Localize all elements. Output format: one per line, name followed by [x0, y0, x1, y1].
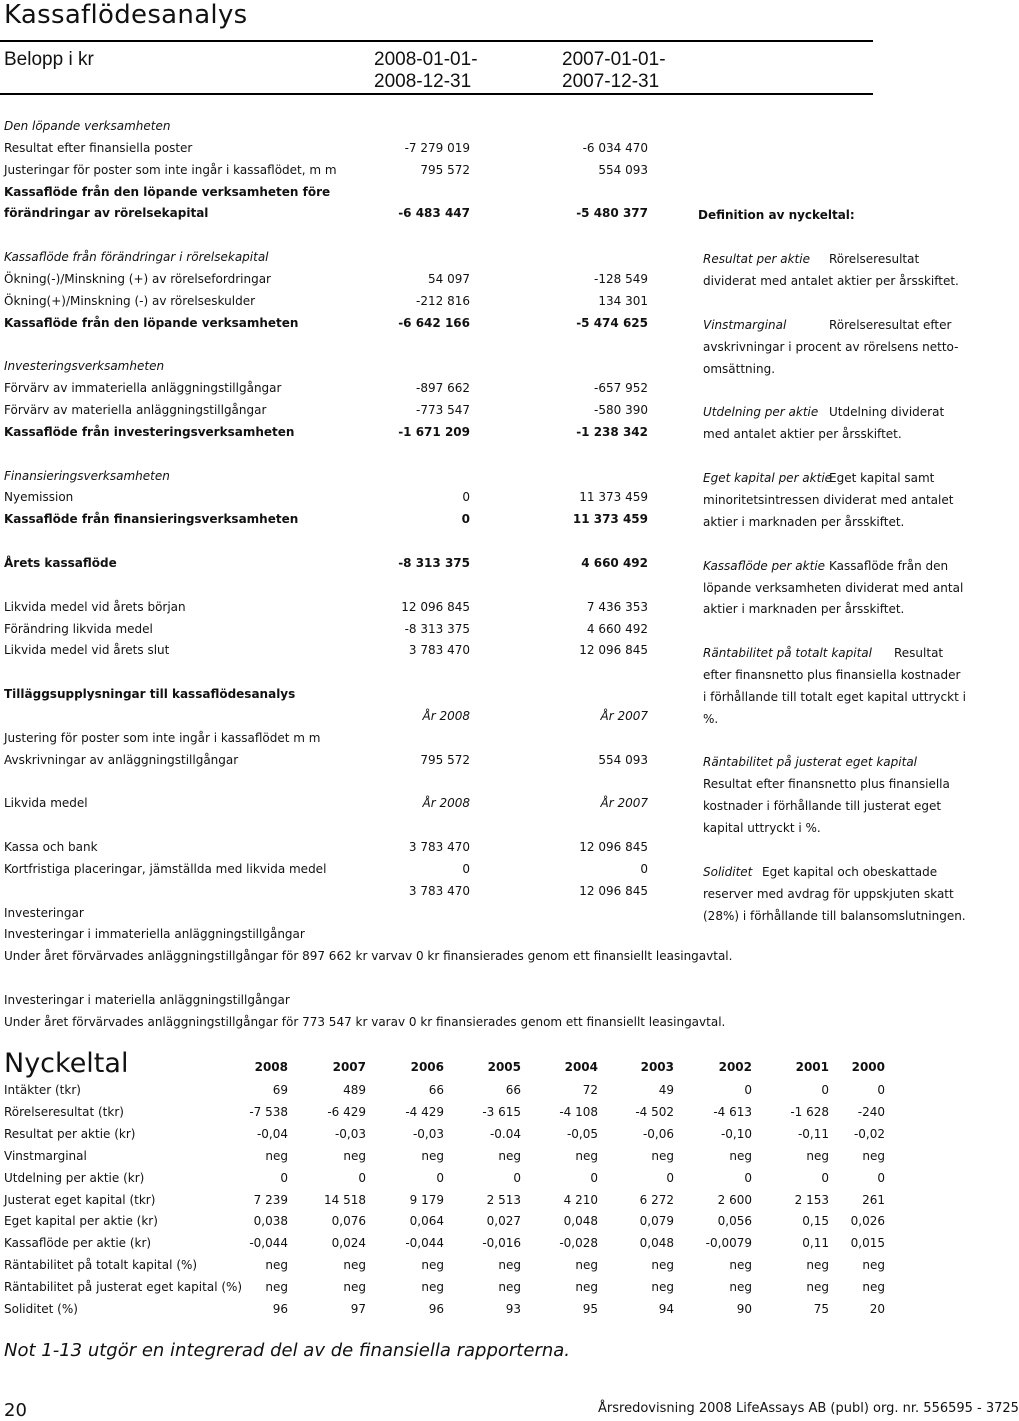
- row-label: Kassa och bank: [4, 840, 98, 855]
- key-figure-value: neg: [343, 1258, 366, 1273]
- definition-text: med antalet aktier per årsskiftet.: [703, 427, 902, 441]
- value-2008: 12 096 845: [401, 599, 470, 614]
- key-figure-value: 0: [744, 1170, 752, 1185]
- key-figure-value: 75: [813, 1302, 829, 1316]
- value-2007: 0: [640, 861, 648, 876]
- value-2007: 554 093: [598, 162, 648, 177]
- cashflow-row: [0, 163, 960, 185]
- value-2008: -897 662: [416, 381, 470, 396]
- key-figures-header-row: [0, 1060, 960, 1082]
- key-figure-value: neg: [421, 1280, 444, 1295]
- row-label: Kortfristiga placeringar, jämställda med likvida medel: [4, 861, 327, 876]
- key-figure-value: -6 429: [327, 1104, 366, 1119]
- key-figure-value: neg: [421, 1148, 444, 1163]
- key-figure-value: neg: [729, 1258, 752, 1273]
- key-figure-value: 0,026: [850, 1214, 885, 1229]
- row-label: Under året förvärvades anläggningstillgångar för 773 547 kr varav 0 kr finansierades genom ett finansiellt leasingavtal.: [4, 1014, 726, 1029]
- key-figure-value: 0,038: [253, 1214, 288, 1229]
- key-figure-value: neg: [575, 1148, 598, 1163]
- key-figure-label: Räntabilitet på totalt kapital (%): [4, 1258, 198, 1273]
- key-figure-value: neg: [575, 1258, 598, 1273]
- row-label: förändringar av rörelsekapital: [4, 206, 209, 221]
- row-label: Ökning(+)/Minskning (-) av rörelseskulder: [4, 293, 256, 308]
- value-2008: -1 671 209: [398, 424, 470, 439]
- value-2007: 134 301: [598, 293, 648, 308]
- key-figure-value: 0: [877, 1170, 885, 1185]
- key-figure-value: neg: [498, 1280, 521, 1295]
- row-label: Justeringar för poster som inte ingår i kassaflödet, m m: [4, 162, 337, 177]
- key-figure-row: [0, 1280, 960, 1302]
- key-figure-value: neg: [806, 1148, 829, 1163]
- key-figure-value: -0,016: [482, 1236, 521, 1251]
- key-figure-label: Räntabilitet på justerat eget kapital (%): [4, 1280, 243, 1295]
- value-2007: 12 096 845: [579, 883, 648, 898]
- year-header: 2005: [487, 1060, 521, 1074]
- key-figure-row: [0, 1149, 960, 1171]
- definition-text: (28%) i förhållande till balansomslutningen.: [703, 909, 966, 923]
- key-figure-value: 0: [877, 1083, 885, 1097]
- value-2007: -580 390: [594, 403, 648, 418]
- key-figure-value: neg: [651, 1280, 674, 1295]
- key-figure-value: 7 239: [253, 1192, 288, 1207]
- cashflow-row: [0, 971, 960, 993]
- definition-text: %.: [703, 712, 719, 726]
- key-figure-value: 0,027: [486, 1214, 521, 1229]
- value-2007: År 2007: [600, 708, 648, 723]
- key-figure-value: -1 628: [790, 1104, 829, 1119]
- key-figure-value: 93: [505, 1302, 521, 1316]
- key-figure-label: Vinstmarginal: [4, 1148, 87, 1163]
- key-figure-value: neg: [265, 1258, 288, 1273]
- key-figure-value: neg: [343, 1148, 366, 1163]
- key-figure-value: -0,05: [566, 1126, 598, 1141]
- key-figure-value: -0,10: [720, 1126, 752, 1141]
- key-figure-value: 0,056: [717, 1214, 752, 1229]
- cashflow-row: [0, 927, 960, 949]
- report-reference: Årsredovisning 2008 LifeAssays AB (publ) org. nr. 556595 - 3725: [598, 1401, 1019, 1416]
- row-label: Kassaflöde från den löpande verksamheten: [4, 315, 299, 330]
- key-figure-label: Justerat eget kapital (tkr): [4, 1192, 156, 1207]
- cashflow-row: [0, 731, 960, 753]
- key-figure-value: 0,064: [409, 1214, 444, 1229]
- definition-text: avskrivningar i procent av rörelsens netto-: [703, 340, 959, 354]
- row-label: Likvida medel: [4, 796, 88, 811]
- definition-text: dividerat med antalet aktier per årsskiftet.: [703, 274, 959, 288]
- key-figure-row: [0, 1236, 960, 1258]
- page-title: Kassaflödesanalys: [4, 0, 248, 30]
- key-figure-value: 96: [272, 1302, 288, 1316]
- key-figure-value: neg: [806, 1280, 829, 1295]
- definition-text: minoritetsintressen dividerat med antalet: [703, 493, 954, 507]
- row-label: Resultat efter finansiella poster: [4, 140, 193, 155]
- key-figure-value: neg: [265, 1148, 288, 1163]
- header-top-rule: [0, 40, 873, 42]
- key-figure-row: [0, 1302, 960, 1324]
- value-2008: År 2008: [422, 708, 470, 723]
- definition-text: Räntabilitet på justerat eget kapital: [703, 755, 918, 769]
- key-figure-value: 2 600: [717, 1192, 752, 1207]
- key-figure-value: 0: [821, 1170, 829, 1185]
- definition-text: Eget kapital och obeskattade: [762, 865, 938, 879]
- key-figure-value: 9 179: [409, 1192, 444, 1207]
- key-figure-value: 489: [343, 1083, 366, 1097]
- row-label: Finansieringsverksamheten: [4, 468, 170, 483]
- definition-text: Utdelning dividerat: [829, 405, 945, 419]
- key-figure-value: 0,024: [331, 1236, 366, 1251]
- value-2007: -5 474 625: [576, 315, 648, 330]
- cashflow-row: [0, 993, 960, 1015]
- year-header: 2008: [254, 1060, 288, 1074]
- row-label: Likvida medel vid årets slut: [4, 643, 170, 658]
- definition-text: aktier i marknaden per årsskiftet.: [703, 515, 905, 529]
- row-label: Tilläggsupplysningar till kassaflödesanalys: [4, 687, 296, 702]
- year-header: 2003: [640, 1060, 674, 1074]
- key-figure-row: [0, 1193, 960, 1215]
- definition-text: kostnader i förhållande till justerat eget: [703, 799, 942, 813]
- definition-text: Eget kapital per aktie: [703, 471, 833, 485]
- year-header: 2007: [332, 1060, 366, 1074]
- row-label: Förvärv av materiella anläggningstillgångar: [4, 403, 267, 418]
- definition-text: aktier i marknaden per årsskiftet.: [703, 602, 905, 616]
- row-label: Nyemission: [4, 490, 74, 505]
- key-figure-value: -4 108: [559, 1104, 598, 1119]
- value-2008: 3 783 470: [408, 883, 470, 898]
- key-figure-value: 0,15: [802, 1214, 829, 1229]
- value-2008: -8 313 375: [404, 621, 470, 636]
- key-figure-value: -4 613: [713, 1104, 752, 1119]
- key-figure-value: -0,11: [797, 1126, 829, 1141]
- key-figure-value: 94: [658, 1302, 674, 1316]
- key-figure-value: 0,048: [563, 1214, 598, 1229]
- key-figure-value: neg: [575, 1280, 598, 1295]
- cashflow-row: [0, 141, 960, 163]
- definition-text: reserver med avdrag för uppskjuten skatt: [703, 887, 954, 901]
- key-figure-value: -0,028: [559, 1236, 598, 1251]
- value-2008: 795 572: [420, 162, 470, 177]
- cashflow-row: [0, 534, 960, 556]
- row-label: Kassaflöde från förändringar i rörelsekapital: [4, 250, 269, 265]
- value-2008: -212 816: [416, 293, 470, 308]
- row-label: Ökning(-)/Minskning (+) av rörelsefordringar: [4, 271, 271, 286]
- value-2008: År 2008: [422, 796, 470, 811]
- value-2008: -773 547: [416, 403, 470, 418]
- key-figure-value: 0: [744, 1083, 752, 1097]
- definition-text: efter finansnetto plus finansiella kostnader: [703, 668, 961, 682]
- cashflow-row: [0, 840, 960, 862]
- definition-text: Kassaflöde från den: [829, 559, 949, 573]
- value-2008: -8 313 375: [398, 556, 470, 570]
- key-figure-label: Soliditet (%): [4, 1302, 78, 1316]
- key-figure-value: -4 429: [405, 1104, 444, 1119]
- value-2008: 0: [462, 490, 470, 505]
- key-figure-value: 0,076: [331, 1214, 366, 1229]
- key-figure-value: 0: [590, 1170, 598, 1185]
- key-figures-title: Nyckeltal: [4, 1048, 129, 1079]
- period-2008-start: 2008-01-01-: [374, 49, 478, 70]
- page-number: 20: [4, 1400, 27, 1421]
- definition-text: Utdelning per aktie: [703, 405, 819, 419]
- year-header: 2004: [564, 1060, 598, 1074]
- definition-text: löpande verksamheten dividerat med antal: [703, 581, 964, 595]
- key-figure-value: 0,11: [802, 1236, 829, 1251]
- row-label: Investeringsverksamheten: [4, 359, 165, 374]
- value-2007: 4 660 492: [586, 621, 648, 636]
- key-figure-value: 4 210: [563, 1192, 598, 1207]
- definition-text: Eget kapital samt: [829, 471, 935, 485]
- value-2008: 3 783 470: [408, 840, 470, 855]
- definition-text: Soliditet: [703, 865, 753, 879]
- value-2008: 0: [461, 512, 470, 527]
- value-2007: 12 096 845: [579, 840, 648, 855]
- key-figure-value: neg: [651, 1258, 674, 1273]
- key-figure-value: 69: [272, 1083, 288, 1097]
- key-figure-label: Utdelning per aktie (kr): [4, 1170, 145, 1185]
- key-figure-value: -0,02: [853, 1126, 885, 1141]
- cashflow-row: [0, 294, 960, 316]
- key-figure-value: neg: [729, 1148, 752, 1163]
- row-label: Under året förvärvades anläggningstillgångar för 897 662 kr varvav 0 kr finansierades genom ett finansiellt leasingavtal.: [4, 949, 733, 964]
- key-figure-value: -7 538: [249, 1104, 288, 1119]
- cashflow-row: [0, 228, 960, 250]
- period-2008-end: 2008-12-31: [374, 71, 472, 92]
- key-figure-value: 14 518: [324, 1192, 366, 1207]
- key-figure-value: -0.04: [489, 1126, 521, 1141]
- row-label: Kassaflöde från den löpande verksamheten före: [4, 184, 331, 199]
- value-2007: År 2007: [600, 796, 648, 811]
- key-figure-value: 66: [505, 1083, 521, 1097]
- definition-text: Resultat per aktie: [703, 252, 810, 266]
- row-label: Kassaflöde från investeringsverksamheten: [4, 424, 295, 439]
- key-figure-value: neg: [862, 1280, 885, 1295]
- value-2008: 54 097: [428, 271, 470, 286]
- cashflow-row: [0, 185, 960, 207]
- definition-text: i förhållande till totalt eget kapital uttryckt i: [703, 690, 966, 704]
- definition-text: Vinstmarginal: [703, 318, 787, 332]
- key-figure-value: 0,048: [639, 1236, 674, 1251]
- key-figure-value: 2 153: [794, 1192, 829, 1207]
- definition-text: kapital uttryckt i %.: [703, 821, 821, 835]
- cashflow-row: [0, 709, 960, 731]
- key-figure-row: [0, 1258, 960, 1280]
- key-figure-value: neg: [862, 1258, 885, 1273]
- cashflow-row: [0, 381, 960, 403]
- value-2008: 0: [462, 861, 470, 876]
- key-figure-value: -0,0079: [705, 1236, 752, 1251]
- definition-text: Resultat: [894, 646, 944, 660]
- key-figure-value: 72: [582, 1083, 598, 1097]
- key-figure-value: 0,079: [639, 1214, 674, 1229]
- key-figure-value: 0: [513, 1170, 521, 1185]
- row-label: Årets kassaflöde: [4, 556, 117, 570]
- key-figure-value: 2 513: [486, 1192, 521, 1207]
- key-figure-value: -3 615: [482, 1104, 521, 1119]
- cashflow-row: [0, 250, 960, 272]
- row-label: Den löpande verksamheten: [4, 119, 171, 133]
- definition-text: Definition av nyckeltal:: [698, 208, 855, 222]
- key-figure-value: 261: [862, 1192, 885, 1207]
- key-figure-label: Rörelseresultat (tkr): [4, 1104, 124, 1119]
- key-figure-value: 0: [666, 1170, 674, 1185]
- definition-text: omsättning.: [703, 362, 776, 376]
- key-figure-row: [0, 1083, 960, 1105]
- definition-text: Resultat efter finansnetto plus finansiella: [703, 777, 950, 791]
- row-label: Förvärv av immateriella anläggningstillgångar: [4, 381, 282, 396]
- key-figure-row: [0, 1105, 960, 1127]
- key-figure-value: 6 272: [639, 1192, 674, 1207]
- key-figure-value: 96: [428, 1302, 444, 1316]
- period-2007-end: 2007-12-31: [562, 71, 660, 92]
- key-figure-value: neg: [651, 1148, 674, 1163]
- value-2008: -6 483 447: [398, 206, 470, 221]
- key-figure-value: 0: [436, 1170, 444, 1185]
- key-figure-value: -0,03: [334, 1126, 366, 1141]
- value-2008: 3 783 470: [408, 643, 470, 658]
- cashflow-row: [0, 119, 960, 141]
- cashflow-row: [0, 447, 960, 469]
- key-figure-value: neg: [862, 1148, 885, 1163]
- value-2007: -1 238 342: [576, 424, 648, 439]
- value-2008: -7 279 019: [404, 140, 470, 155]
- key-figure-value: 95: [582, 1302, 598, 1316]
- key-figure-value: 0,015: [850, 1236, 885, 1251]
- key-figure-value: 90: [736, 1302, 752, 1316]
- definition-text: Rörelseresultat efter: [829, 318, 952, 332]
- row-label: Förändring likvida medel: [4, 621, 153, 636]
- value-2007: 11 373 459: [579, 490, 648, 505]
- value-2007: 7 436 353: [586, 599, 648, 614]
- value-2007: 4 660 492: [581, 556, 648, 570]
- key-figure-value: -0,044: [405, 1236, 444, 1251]
- value-2007: -5 480 377: [576, 206, 648, 221]
- key-figure-value: 0: [358, 1170, 366, 1185]
- row-label: Investeringar i immateriella anläggningstillgångar: [4, 927, 305, 942]
- key-figure-label: Eget kapital per aktie (kr): [4, 1214, 158, 1229]
- cashflow-row: [0, 949, 960, 971]
- cashflow-row: [0, 622, 960, 644]
- key-figure-value: neg: [265, 1280, 288, 1295]
- key-figure-value: neg: [806, 1258, 829, 1273]
- year-header: 2000: [851, 1060, 885, 1074]
- year-header: 2001: [795, 1060, 829, 1074]
- header-bottom-rule: [0, 93, 873, 95]
- value-2007: 554 093: [598, 752, 648, 767]
- value-2007: -6 034 470: [582, 140, 648, 155]
- value-2008: -6 642 166: [398, 315, 470, 330]
- amount-unit-label: Belopp i kr: [4, 49, 94, 70]
- value-2007: -128 549: [594, 271, 648, 286]
- key-figure-value: 20: [869, 1302, 885, 1316]
- key-figure-value: -0,06: [642, 1126, 674, 1141]
- cashflow-row: [0, 359, 960, 381]
- key-figure-value: neg: [498, 1258, 521, 1273]
- row-label: Likvida medel vid årets början: [4, 599, 186, 614]
- period-2007-start: 2007-01-01-: [562, 49, 666, 70]
- key-figure-value: -0,03: [412, 1126, 444, 1141]
- row-label: Kassaflöde från finansieringsverksamheten: [4, 512, 299, 527]
- key-figure-value: neg: [343, 1280, 366, 1295]
- key-figure-value: 0: [821, 1083, 829, 1097]
- definition-text: Rörelseresultat: [829, 252, 920, 266]
- footer-note: Not 1-13 utgör en integrerad del av de finansiella rapporterna.: [4, 1340, 570, 1361]
- key-figure-label: Intäkter (tkr): [4, 1083, 81, 1097]
- year-header: 2006: [410, 1060, 444, 1074]
- row-label: Avskrivningar av anläggningstillgångar: [4, 752, 239, 767]
- key-figure-row: [0, 1214, 960, 1236]
- value-2007: 12 096 845: [579, 643, 648, 658]
- cashflow-row: [0, 1015, 960, 1037]
- row-label: Investeringar: [4, 905, 84, 920]
- definition-text: Kassaflöde per aktie: [703, 559, 826, 573]
- key-figure-value: -0,04: [256, 1126, 288, 1141]
- key-figure-value: 66: [428, 1083, 444, 1097]
- value-2007: -657 952: [594, 381, 648, 396]
- key-figure-value: neg: [729, 1280, 752, 1295]
- key-figure-label: Kassaflöde per aktie (kr): [4, 1236, 152, 1251]
- key-figure-value: -4 502: [635, 1104, 674, 1119]
- key-figure-value: neg: [498, 1148, 521, 1163]
- key-figure-value: 97: [350, 1302, 366, 1316]
- definition-text: Räntabilitet på totalt kapital: [703, 646, 872, 660]
- key-figure-value: 0: [280, 1170, 288, 1185]
- cashflow-row: [0, 316, 960, 338]
- key-figure-value: 49: [658, 1083, 674, 1097]
- key-figure-value: neg: [421, 1258, 444, 1273]
- key-figure-row: [0, 1171, 960, 1193]
- key-figure-value: -240: [857, 1104, 885, 1119]
- key-figure-row: [0, 1127, 960, 1149]
- key-figure-label: Resultat per aktie (kr): [4, 1126, 136, 1141]
- year-header: 2002: [718, 1060, 752, 1074]
- value-2007: 11 373 459: [572, 512, 648, 527]
- row-label: Justering för poster som inte ingår i kassaflödet m m: [4, 730, 321, 745]
- key-figure-value: -0,044: [249, 1236, 288, 1251]
- value-2008: 795 572: [420, 752, 470, 767]
- row-label: Investeringar i materiella anläggningstillgångar: [4, 993, 290, 1007]
